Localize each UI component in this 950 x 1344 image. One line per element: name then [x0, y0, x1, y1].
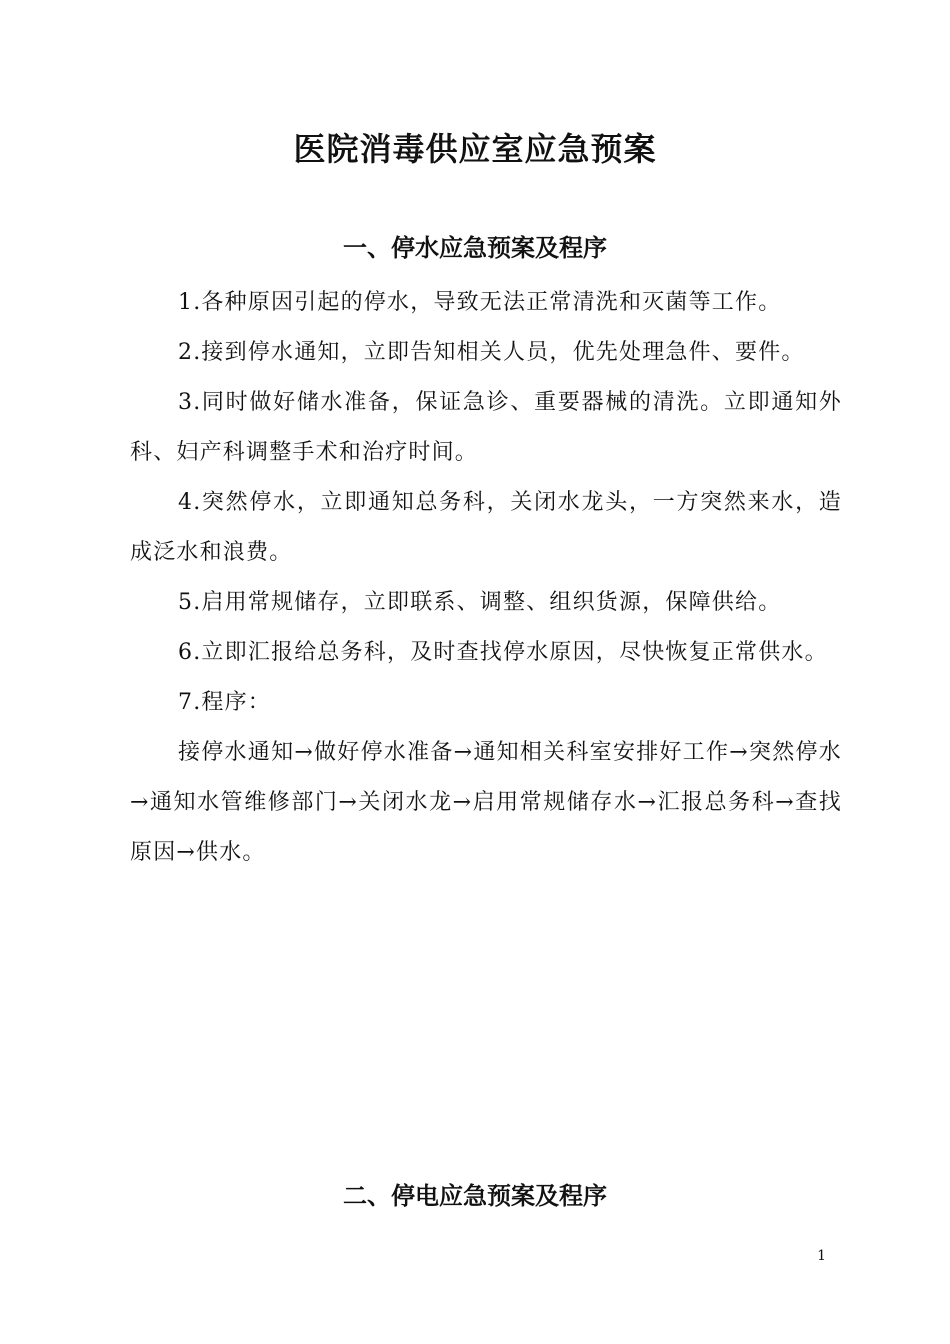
paragraph: 7.程序： [178, 690, 271, 715]
procedure-flow: 接停水通知→做好停水准备→通知相关科室安排好工作→突然停水→通知水管维修部门→关闭水龙→启用常规储存水→汇报总务科→查找原因→供水。 [130, 740, 842, 865]
section-heading-power-outage: 二、停电应急预案及程序 [343, 1182, 607, 1210]
paragraph: 6.立即汇报给总务科，及时查找停水原因，尽快恢复正常供水。 [178, 640, 828, 665]
paragraph: 2.接到停水通知，立即告知相关人员，优先处理急件、要件。 [178, 340, 805, 365]
section-body-water-outage [130, 278, 842, 878]
page-number: 1 [817, 1248, 826, 1264]
section-heading-water-outage: 一、停水应急预案及程序 [343, 234, 607, 262]
paragraph: 1.各种原因引起的停水，导致无法正常清洗和灭菌等工作。 [178, 290, 782, 315]
paragraph: 4.突然停水，立即通知总务科，关闭水龙头，一方突然来水，造成泛水和浪费。 [130, 490, 842, 565]
document-title: 医院消毒供应室应急预案 [293, 130, 657, 168]
paragraph: 5.启用常规储存，立即联系、调整、组织货源，保障供给。 [178, 590, 782, 615]
paragraph: 3.同时做好储水准备，保证急诊、重要器械的清洗。立即通知外科、妇产科调整手术和治疗时间。 [130, 390, 842, 465]
